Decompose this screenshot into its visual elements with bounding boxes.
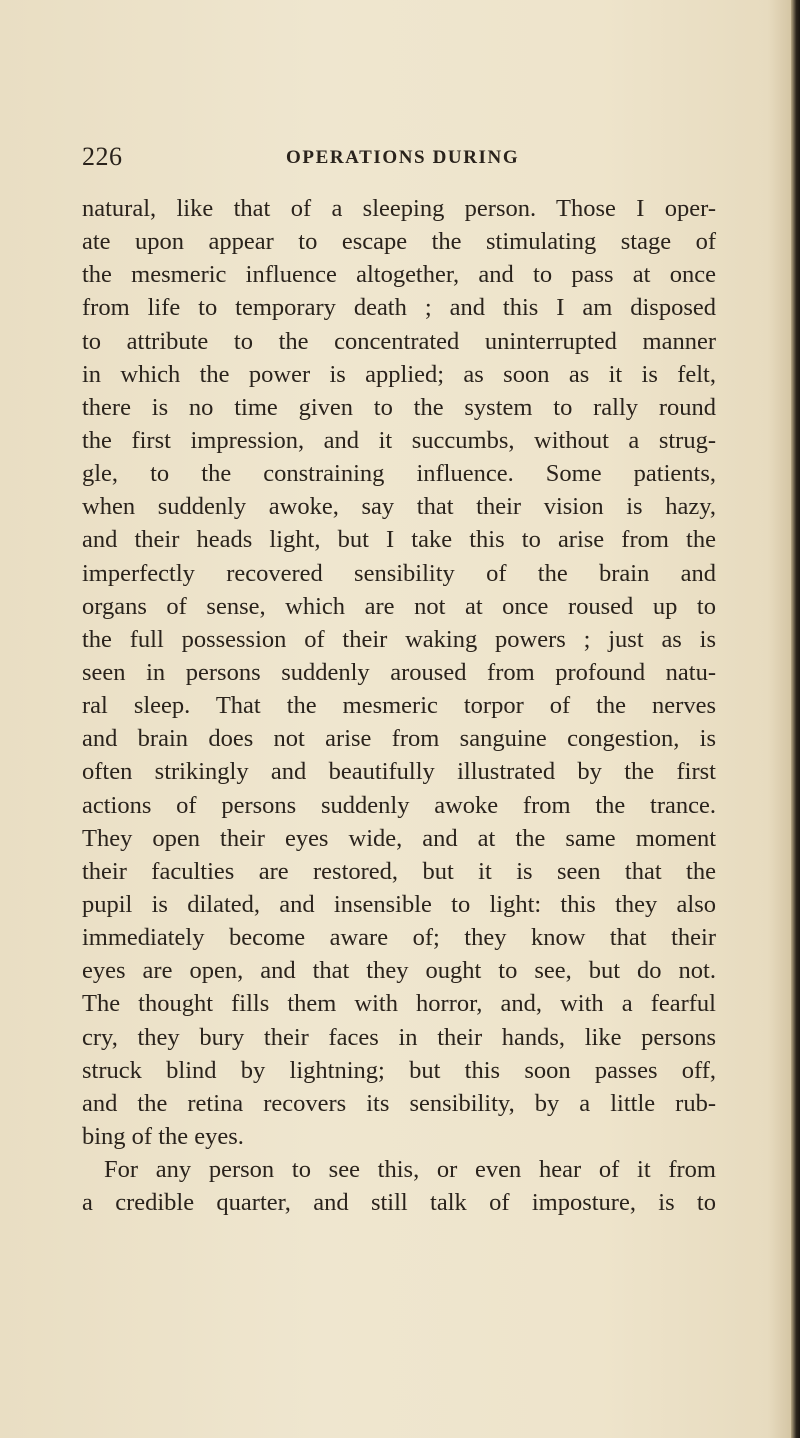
text-line: to attribute to the concentrated uninterrupted manner <box>82 327 716 355</box>
page-edge <box>791 0 800 1438</box>
text-line: and the retina recovers its sensibility, by a little rub- <box>82 1089 716 1117</box>
text-line: the full possession of their waking powers ; just as is <box>82 625 716 653</box>
text-line: and brain does not arise from sanguine congestion, is <box>82 725 716 753</box>
text-line: gle, to the constraining influence. Some patients, <box>82 460 716 488</box>
text-line: often strikingly and beautifully illustrated by the first <box>82 758 716 786</box>
text-line: seen in persons suddenly aroused from profound natu- <box>82 658 716 686</box>
page-header <box>82 140 716 174</box>
text-line: natural, like that of a sleeping person. Those I oper- <box>82 195 716 222</box>
text-line: bing of the eyes. <box>82 1122 244 1150</box>
text-line: a credible quarter, and still talk of imposture, is to <box>82 1189 716 1217</box>
text-line: The thought fills them with horror, and, with a fearful <box>82 990 716 1018</box>
text-line: pupil is dilated, and insensible to light: this they also <box>82 890 716 918</box>
text-line: from life to temporary death ; and this I am disposed <box>82 294 716 322</box>
text-line: there is no time given to the system to rally round <box>82 393 716 421</box>
text-line: They open their eyes wide, and at the same moment <box>82 824 716 852</box>
text-line: actions of persons suddenly awoke from the trance. <box>82 791 716 819</box>
text-line: the first impression, and it succumbs, without a strug- <box>82 426 716 454</box>
text-line: their faculties are restored, but it is seen that the <box>82 857 716 885</box>
text-line: For any person to see this, or even hear of it from <box>104 1156 716 1184</box>
text-line: eyes are open, and that they ought to see, but do not. <box>82 957 716 985</box>
text-line: in which the power is applied; as soon as it is felt, <box>82 360 716 388</box>
text-line: immediately become aware of; they know that their <box>82 924 716 952</box>
text-line: struck blind by lightning; but this soon passes off, <box>82 1056 716 1084</box>
body-text <box>82 192 716 1219</box>
text-line: cry, they bury their faces in their hands, like persons <box>82 1023 716 1051</box>
page-number: 226 <box>82 142 123 171</box>
text-line: the mesmeric influence altogether, and to pass at once <box>82 261 716 289</box>
text-line: ate upon appear to escape the stimulating stage of <box>82 228 716 256</box>
text-line: and their heads light, but I take this to arise from the <box>82 526 716 554</box>
text-line: organs of sense, which are not at once roused up to <box>82 592 716 620</box>
text-line: imperfectly recovered sensibility of the brain and <box>82 559 716 587</box>
text-line: when suddenly awoke, say that their vision is hazy, <box>82 493 716 521</box>
running-head: OPERATIONS DURING <box>286 147 520 168</box>
text-line: ral sleep. That the mesmeric torpor of the nerves <box>82 692 716 720</box>
